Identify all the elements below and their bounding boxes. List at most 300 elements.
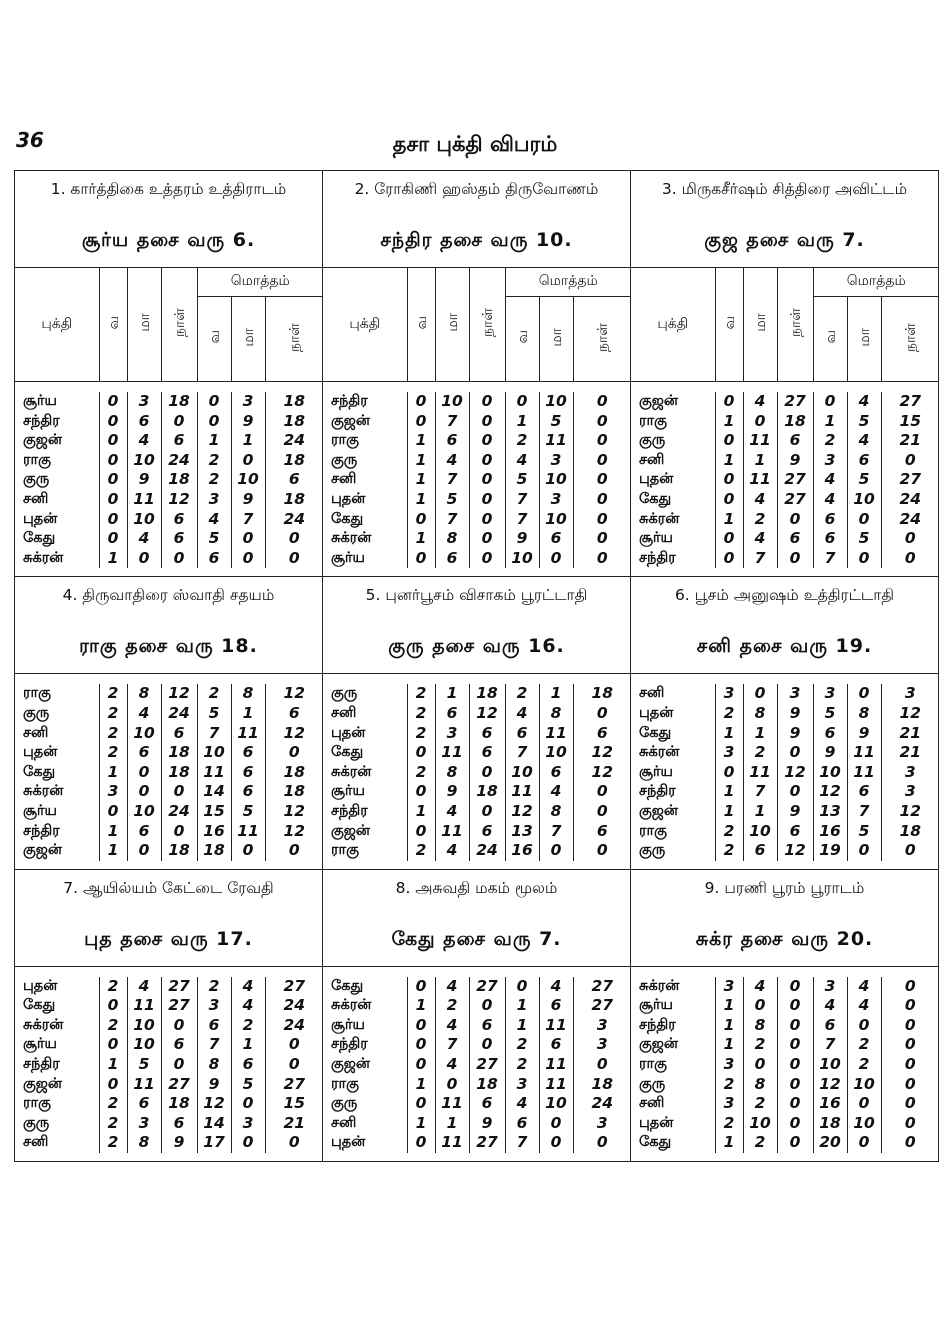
total-days: 24 (265, 996, 323, 1016)
planet-name: கேது (639, 724, 672, 741)
total-years: 2 (505, 1055, 539, 1075)
planet-name: புதன் (23, 744, 58, 761)
total-months: 3 (231, 1114, 265, 1134)
days: 6 (161, 724, 197, 744)
months: 4 (743, 977, 777, 997)
years: 2 (715, 1075, 743, 1095)
planet-name: சந்திர (639, 783, 676, 800)
months: 4 (435, 977, 469, 997)
bukthi-row (15, 763, 323, 783)
bukthi-row (15, 1075, 323, 1095)
planet-name: புதன் (331, 724, 366, 741)
days: 9 (777, 724, 813, 744)
block-header (631, 577, 939, 674)
bukthi-row (631, 1075, 939, 1095)
total-years: 8 (197, 1055, 231, 1075)
days: 0 (469, 996, 505, 1016)
nakshatra-group: 5. புனர்பூசம் விசாகம் பூரட்டாதி (365, 586, 588, 605)
block-header (631, 869, 939, 966)
total-months: 6 (539, 529, 573, 549)
months: 10 (127, 510, 161, 530)
total-days: 18 (265, 490, 323, 510)
total-years: 2 (813, 431, 847, 451)
total-months: 10 (539, 743, 573, 763)
months: 10 (435, 392, 469, 412)
total-years: 2 (197, 451, 231, 471)
planet-name: குரு (331, 685, 358, 702)
days: 0 (469, 490, 505, 510)
total-years: 7 (197, 724, 231, 744)
total-months: 11 (231, 724, 265, 744)
bukthi-table (323, 684, 631, 860)
bukthi-row (631, 529, 939, 549)
total-days: 24 (881, 510, 939, 530)
total-months: 4 (847, 392, 881, 412)
bukthi-row (15, 1114, 323, 1134)
bukthi-row (631, 822, 939, 842)
planet-name: குஜன் (331, 1056, 370, 1073)
total-years: 3 (197, 996, 231, 1016)
days: 0 (777, 1016, 813, 1036)
years: 1 (715, 782, 743, 802)
days: 0 (469, 763, 505, 783)
planet-name: சூர்ய (639, 530, 673, 547)
bukthi-row (323, 1016, 631, 1036)
total-days: 0 (881, 1075, 939, 1095)
total-years: 1 (505, 996, 539, 1016)
total-days: 12 (881, 704, 939, 724)
days: 27 (469, 1133, 505, 1153)
bukthi-table-cell (15, 382, 323, 577)
years: 1 (715, 802, 743, 822)
months: 10 (743, 1114, 777, 1134)
total-days: 12 (265, 822, 323, 842)
years: 2 (715, 822, 743, 842)
planet-name: புதன் (639, 1114, 674, 1131)
years: 3 (715, 743, 743, 763)
years: 0 (99, 510, 127, 530)
total-years: 14 (197, 782, 231, 802)
total-days: 21 (265, 1114, 323, 1134)
planet-name: சந்திர (23, 1056, 60, 1073)
total-years: 16 (813, 822, 847, 842)
day-header: நாள் (777, 268, 813, 381)
total-days: 0 (573, 451, 631, 471)
total-days: 3 (573, 1114, 631, 1134)
months: 8 (127, 684, 161, 704)
planet-name: சூர்ய (331, 1016, 365, 1033)
days: 24 (161, 451, 197, 471)
days: 6 (161, 1114, 197, 1134)
months: 8 (743, 704, 777, 724)
bukthi-row (323, 1114, 631, 1134)
days: 0 (777, 977, 813, 997)
total-months: 0 (539, 1133, 573, 1153)
total-days: 12 (573, 763, 631, 783)
total-years: 13 (505, 822, 539, 842)
total-months: 5 (231, 1075, 265, 1095)
total-days: 0 (573, 392, 631, 412)
months: 0 (127, 782, 161, 802)
planet-name: ராகு (639, 1056, 667, 1073)
total-months: 6 (231, 782, 265, 802)
total-months: 11 (539, 1055, 573, 1075)
page-title: தசா புக்தி விபரம் (392, 132, 558, 156)
days: 6 (469, 1094, 505, 1114)
total-years: 16 (197, 822, 231, 842)
days: 0 (777, 782, 813, 802)
months: 11 (127, 996, 161, 1016)
months: 7 (435, 470, 469, 490)
total-years: 1 (197, 431, 231, 451)
total-years: 2 (505, 1035, 539, 1055)
days: 0 (469, 529, 505, 549)
bukthi-table (15, 684, 323, 860)
months: 6 (127, 412, 161, 432)
dasa-title: சுக்ர தசை வரு 20. (695, 927, 874, 950)
total-days: 0 (573, 510, 631, 530)
planet-name: புதன் (639, 471, 674, 488)
days: 27 (161, 996, 197, 1016)
bukthi-table (631, 684, 939, 860)
years: 2 (99, 1133, 127, 1153)
bukthi-row (323, 1075, 631, 1095)
months: 8 (435, 529, 469, 549)
total-days: 0 (573, 529, 631, 549)
year-header: வ (715, 268, 743, 381)
total-days: 0 (265, 549, 323, 569)
total-years: 7 (505, 510, 539, 530)
total-days: 0 (881, 1114, 939, 1134)
planet-name: சந்திர (23, 412, 60, 429)
planet-name: குரு (23, 704, 50, 721)
total-days: 27 (881, 470, 939, 490)
years: 0 (99, 529, 127, 549)
bukthi-row (631, 451, 939, 471)
bukthi-row (631, 1016, 939, 1036)
total-days: 6 (265, 470, 323, 490)
total-months: 8 (847, 704, 881, 724)
bukthi-row (323, 977, 631, 997)
total-years: 12 (813, 1075, 847, 1095)
total-days: 18 (573, 684, 631, 704)
page-number: 36 (16, 128, 44, 152)
years: 2 (99, 704, 127, 724)
bukthi-row (15, 822, 323, 842)
total-years: 0 (197, 412, 231, 432)
bukthi-row (15, 392, 323, 412)
years: 1 (715, 451, 743, 471)
days: 12 (161, 684, 197, 704)
bukthi-row (15, 977, 323, 997)
bukthi-row (631, 996, 939, 1016)
total-days: 18 (265, 451, 323, 471)
total-months: 8 (539, 704, 573, 724)
total-months: 4 (847, 977, 881, 997)
total-months: 0 (847, 1016, 881, 1036)
days: 27 (161, 977, 197, 997)
days: 18 (469, 1075, 505, 1095)
bukthi-row (631, 431, 939, 451)
planet-name: ராகு (23, 685, 51, 702)
days: 12 (777, 763, 813, 783)
months: 7 (743, 549, 777, 569)
planet-name: ராகு (331, 842, 359, 859)
bukthi-table-cell (631, 382, 939, 577)
total-header: மொத்தம் (813, 268, 939, 297)
total-days: 18 (265, 782, 323, 802)
total-days: 3 (881, 763, 939, 783)
days: 9 (777, 704, 813, 724)
total-months: 5 (847, 822, 881, 842)
months: 1 (743, 724, 777, 744)
total-years: 4 (505, 704, 539, 724)
years: 0 (407, 392, 435, 412)
total-months: 11 (231, 822, 265, 842)
bukthi-row (631, 684, 939, 704)
planet-name: சூர்ய (23, 1036, 57, 1053)
bukthi-header: புக்தி (349, 315, 381, 332)
years: 3 (99, 782, 127, 802)
years: 0 (715, 763, 743, 783)
total-months: 5 (847, 412, 881, 432)
days: 18 (161, 470, 197, 490)
total-months: 3 (539, 451, 573, 471)
bukthi-row (323, 1055, 631, 1075)
days: 9 (469, 1114, 505, 1134)
total-year-header: வ (813, 297, 847, 382)
total-years: 4 (505, 1094, 539, 1114)
total-days: 24 (265, 510, 323, 530)
total-days: 0 (881, 1055, 939, 1075)
total-years: 17 (197, 1133, 231, 1153)
years: 2 (99, 1094, 127, 1114)
total-year-header: வ (505, 297, 539, 382)
planet-name: கேது (639, 1134, 672, 1151)
total-months: 0 (847, 510, 881, 530)
days: 12 (777, 841, 813, 861)
column-header (15, 268, 323, 382)
years: 0 (99, 1035, 127, 1055)
months: 0 (743, 996, 777, 1016)
total-years: 2 (197, 470, 231, 490)
total-days: 27 (573, 996, 631, 1016)
days: 18 (161, 743, 197, 763)
years: 0 (99, 451, 127, 471)
total-days: 21 (881, 743, 939, 763)
bukthi-row (631, 1114, 939, 1134)
months: 3 (127, 392, 161, 412)
planet-name: சனி (331, 471, 357, 488)
total-days: 0 (265, 841, 323, 861)
months: 11 (435, 822, 469, 842)
total-month-header: மா (539, 297, 573, 382)
column-header (323, 268, 631, 382)
planet-name: கேது (23, 997, 56, 1014)
total-day-header: நாள் (881, 297, 939, 382)
total-years: 3 (505, 1075, 539, 1095)
days: 24 (469, 841, 505, 861)
planet-name: குரு (639, 1075, 666, 1092)
months: 7 (435, 412, 469, 432)
bukthi-row (631, 1055, 939, 1075)
total-months: 5 (847, 529, 881, 549)
total-months: 4 (231, 996, 265, 1016)
bukthi-row (323, 490, 631, 510)
days: 0 (777, 1075, 813, 1095)
planet-name: புதன் (331, 1134, 366, 1151)
months: 8 (743, 1075, 777, 1095)
total-days: 0 (881, 996, 939, 1016)
total-months: 0 (847, 1133, 881, 1153)
nakshatra-group: 3. மிருகசீர்ஷம் சித்திரை அவிட்டம் (661, 180, 908, 198)
bukthi-header: புக்தி (657, 315, 689, 332)
months: 6 (127, 1094, 161, 1114)
years: 2 (715, 704, 743, 724)
bukthi-row (323, 451, 631, 471)
total-months: 0 (231, 549, 265, 569)
planet-name: புதன் (23, 510, 58, 527)
planet-name: கேது (331, 510, 364, 527)
months: 11 (435, 743, 469, 763)
bukthi-row (15, 549, 323, 569)
planet-name: குஜன் (23, 432, 62, 449)
total-days: 0 (573, 1055, 631, 1075)
months: 4 (435, 802, 469, 822)
total-months: 0 (231, 529, 265, 549)
month-header: மா (743, 268, 777, 381)
total-months: 6 (539, 763, 573, 783)
days: 27 (777, 490, 813, 510)
total-days: 12 (265, 802, 323, 822)
total-months: 10 (539, 392, 573, 412)
bukthi-row (323, 822, 631, 842)
total-years: 15 (197, 802, 231, 822)
bukthi-row (631, 510, 939, 530)
months: 2 (743, 1133, 777, 1153)
total-years: 20 (813, 1133, 847, 1153)
total-years: 9 (505, 529, 539, 549)
bukthi-row (631, 490, 939, 510)
bukthi-row (631, 704, 939, 724)
days: 27 (469, 1055, 505, 1075)
total-months: 11 (539, 724, 573, 744)
total-days: 0 (265, 1035, 323, 1055)
total-months: 0 (231, 1133, 265, 1153)
bukthi-row (323, 704, 631, 724)
bukthi-row (15, 1055, 323, 1075)
years: 0 (715, 549, 743, 569)
months: 0 (127, 841, 161, 861)
days: 6 (469, 822, 505, 842)
days: 6 (469, 743, 505, 763)
column-header (631, 268, 939, 382)
total-years: 10 (813, 763, 847, 783)
planet-name: சந்திர (331, 393, 368, 409)
total-months: 0 (847, 841, 881, 861)
total-days: 0 (265, 1055, 323, 1075)
total-months: 5 (231, 802, 265, 822)
total-months: 6 (231, 743, 265, 763)
bukthi-row (15, 782, 323, 802)
total-days: 21 (881, 431, 939, 451)
days: 9 (777, 802, 813, 822)
years: 1 (407, 1114, 435, 1134)
planet-name: குஜன் (331, 412, 370, 429)
total-years: 6 (813, 724, 847, 744)
total-months: 10 (539, 1094, 573, 1114)
years: 1 (407, 431, 435, 451)
months: 4 (435, 1055, 469, 1075)
months: 2 (435, 996, 469, 1016)
total-years: 4 (813, 996, 847, 1016)
years: 0 (407, 1094, 435, 1114)
total-months: 8 (539, 802, 573, 822)
years: 0 (407, 977, 435, 997)
total-month-header: மா (847, 297, 881, 382)
block-header (15, 869, 323, 966)
months: 2 (743, 1035, 777, 1055)
bukthi-row (15, 1035, 323, 1055)
total-months: 0 (847, 1094, 881, 1114)
days: 0 (469, 412, 505, 432)
total-months: 0 (847, 549, 881, 569)
bukthi-table-cell (323, 382, 631, 577)
planet-name: சந்திர (23, 822, 60, 839)
months: 7 (435, 510, 469, 530)
total-years: 2 (197, 684, 231, 704)
total-months: 6 (847, 451, 881, 471)
years: 1 (715, 724, 743, 744)
total-years: 4 (813, 470, 847, 490)
total-months: 6 (539, 996, 573, 1016)
total-months: 6 (231, 763, 265, 783)
days: 0 (469, 470, 505, 490)
years: 2 (99, 977, 127, 997)
months: 8 (127, 1133, 161, 1153)
total-days: 0 (573, 704, 631, 724)
total-years: 6 (505, 1114, 539, 1134)
days: 6 (161, 431, 197, 451)
years: 3 (715, 1094, 743, 1114)
total-header: மொத்தம் (197, 268, 323, 297)
planet-name: சுக்ரன் (23, 1016, 64, 1033)
years: 1 (715, 1133, 743, 1153)
days: 6 (161, 529, 197, 549)
days: 0 (777, 1035, 813, 1055)
years: 2 (407, 704, 435, 724)
total-months: 6 (231, 1055, 265, 1075)
months: 7 (435, 1035, 469, 1055)
months: 2 (743, 1094, 777, 1114)
months: 6 (435, 431, 469, 451)
years: 2 (99, 743, 127, 763)
years: 1 (99, 841, 127, 861)
months: 0 (743, 1055, 777, 1075)
bukthi-row (323, 412, 631, 432)
total-months: 9 (847, 724, 881, 744)
bukthi-row (323, 510, 631, 530)
planet-name: குரு (639, 432, 666, 449)
years: 1 (407, 451, 435, 471)
total-days: 0 (573, 1133, 631, 1153)
bukthi-row (323, 549, 631, 569)
dasa-title: புத தசை வரு 17. (84, 927, 253, 950)
total-years: 4 (197, 510, 231, 530)
total-months: 11 (539, 1075, 573, 1095)
bukthi-row (15, 724, 323, 744)
total-month-header: மா (231, 297, 265, 382)
